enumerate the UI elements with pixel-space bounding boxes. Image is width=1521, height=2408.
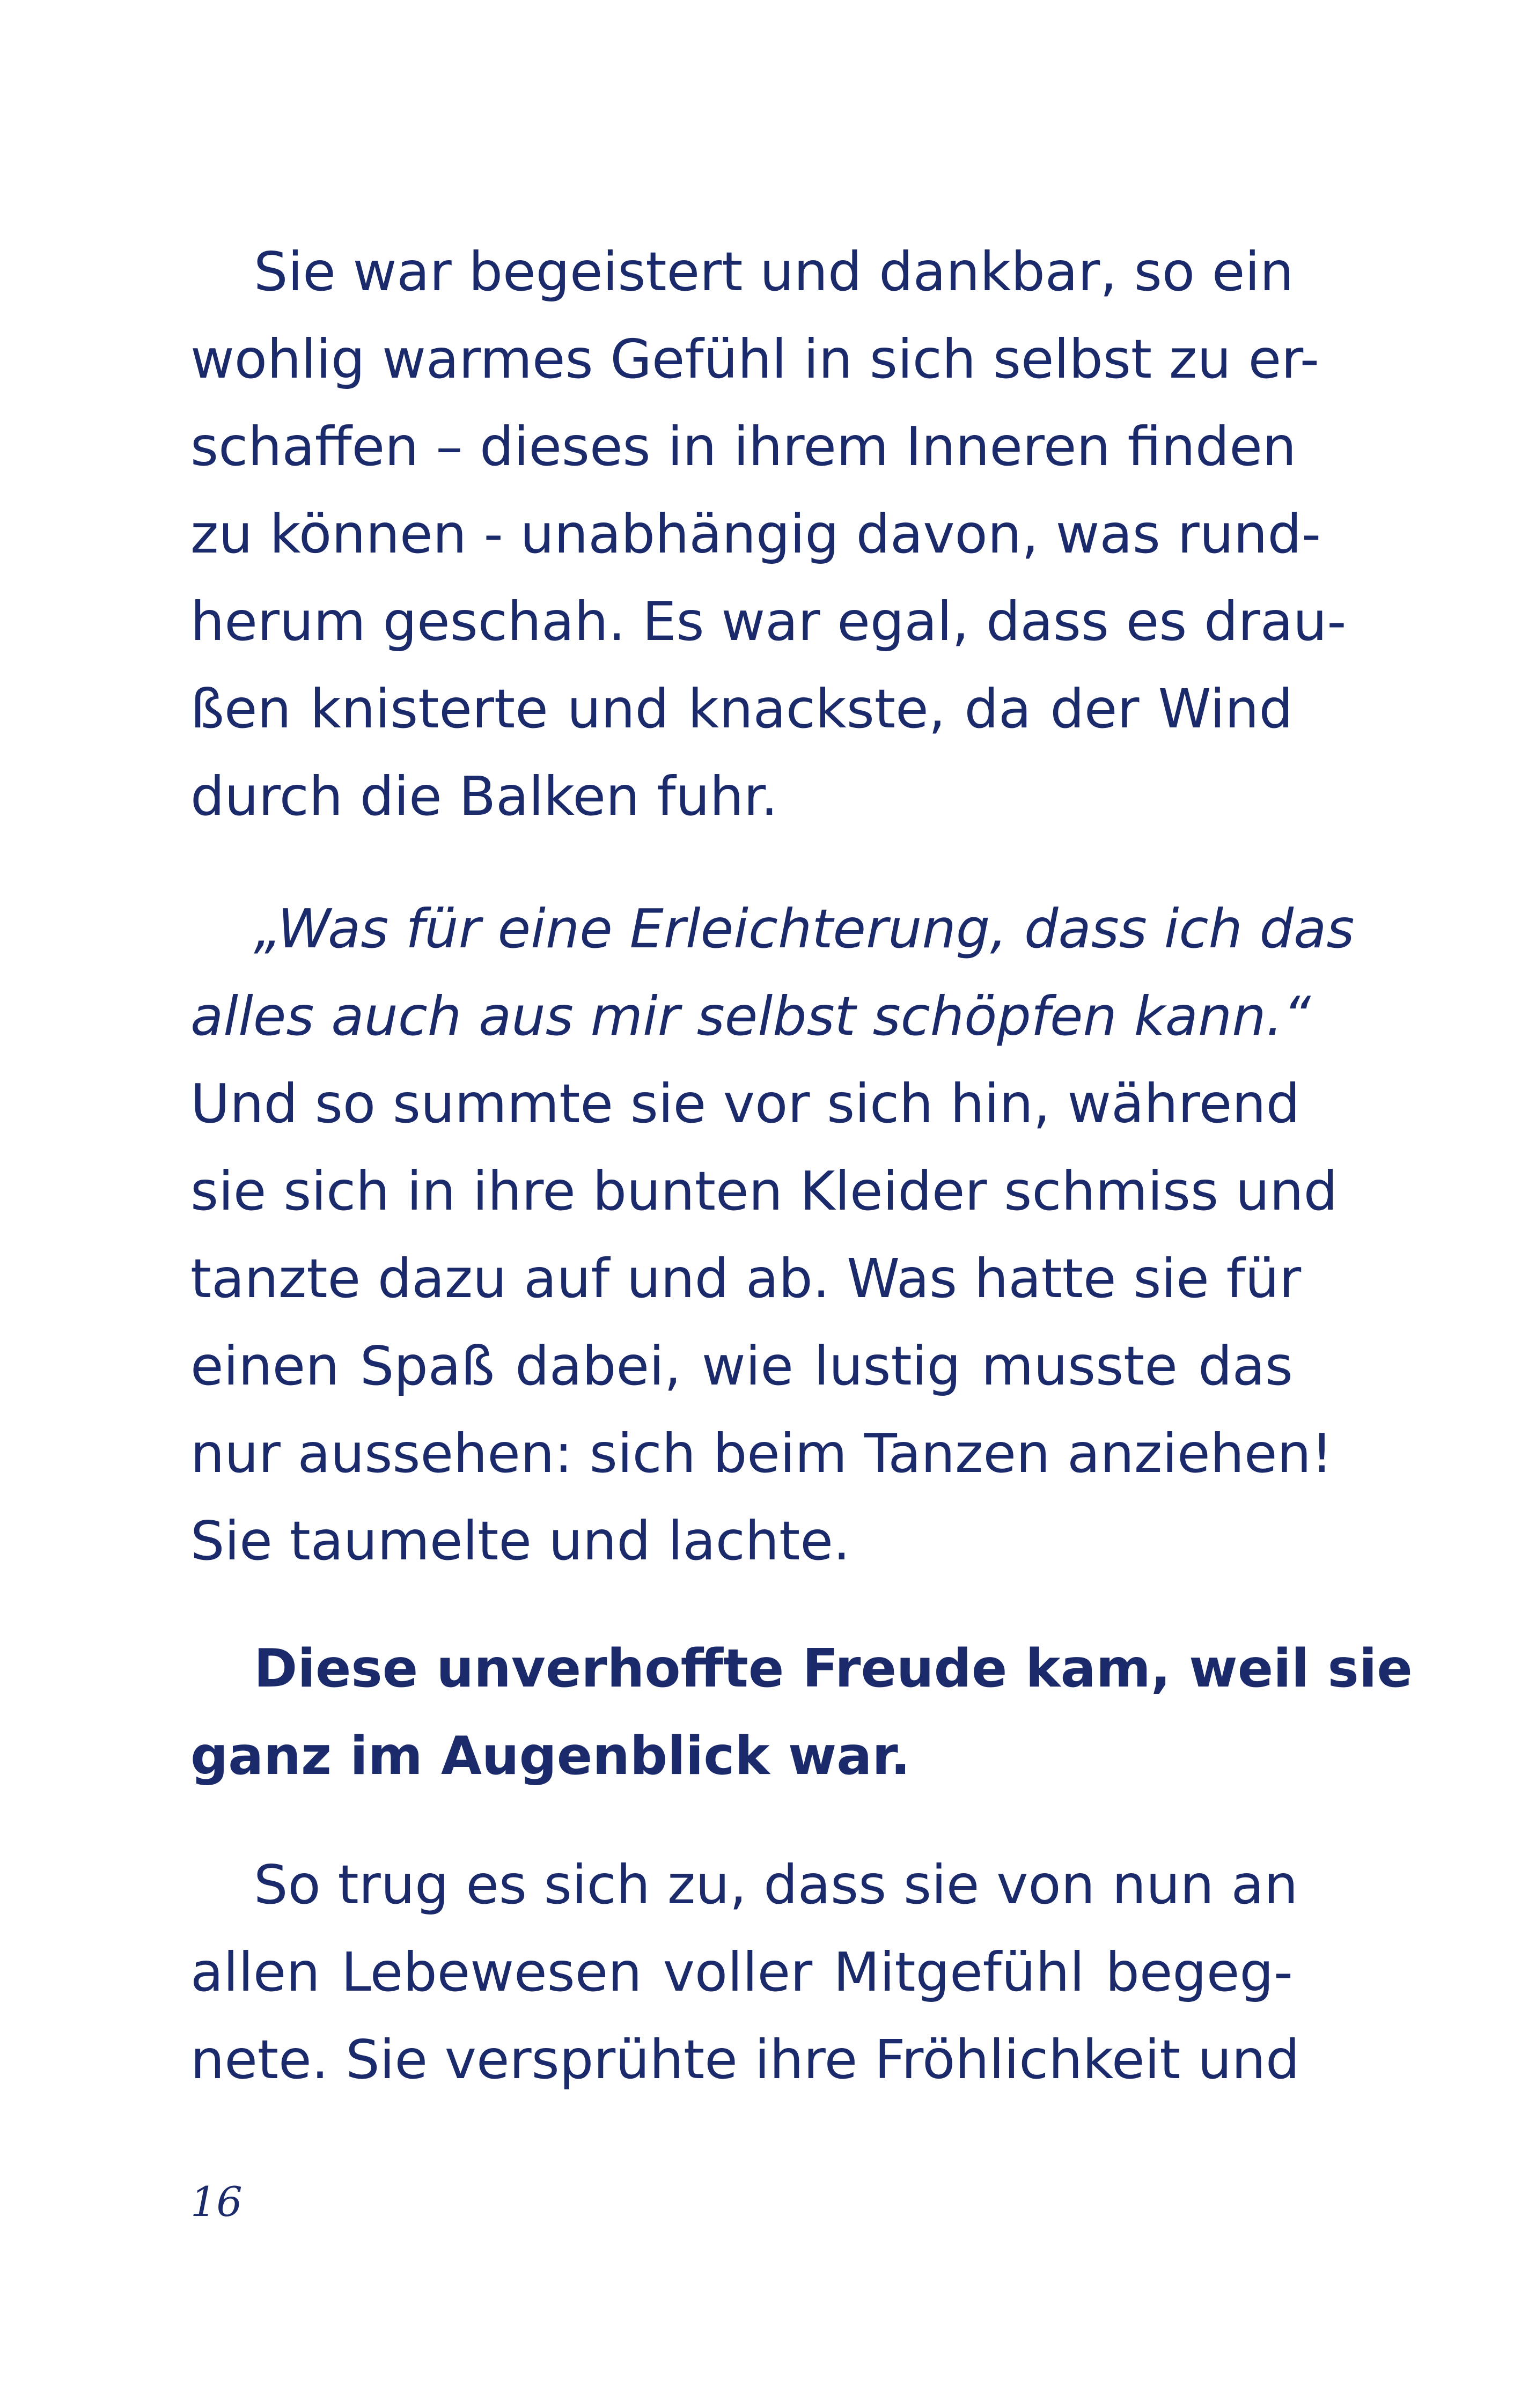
text-line: allen Lebewesen voller Mitgefühl begeg-: [190, 1941, 1293, 2004]
page-number: 16: [190, 2178, 243, 2226]
text-line: wohlig warmes Gefühl in sich selbst zu er-: [190, 328, 1319, 391]
quote-line: alles auch aus mir selbst schöpfen kann.“: [190, 985, 1311, 1048]
text-line: ßen knisterte und knackste, da der Wind: [190, 678, 1293, 740]
text-line: zu können - unabhängig davon, was rund-: [190, 503, 1321, 565]
text-line: Sie taumelte und lachte.: [190, 1509, 850, 1572]
text-line: Sie war begeistert und dankbar, so ein: [254, 240, 1294, 303]
text-line: durch die Balken fuhr.: [190, 765, 778, 828]
text-line: nur aussehen: sich beim Tanzen anziehen!: [190, 1422, 1333, 1485]
paragraph-1: [190, 228, 1347, 840]
quote: [190, 885, 1355, 1060]
bold-line: Diese unverhoffte Freude kam, weil sie: [254, 1638, 1413, 1699]
text-line: sie sich in ihre bunten Kleider schmiss und: [190, 1160, 1338, 1223]
text-line: tanzte dazu auf und ab. Was hatte sie für: [190, 1247, 1302, 1310]
text-line: einen Spaß dabei, wie lustig musste das: [190, 1335, 1293, 1397]
paragraph-3-emphasis: [190, 1625, 1413, 1800]
text-line: schaffen – dieses in ihrem Inneren finden: [190, 415, 1297, 478]
text-line: herum geschah. Es war egal, dass es drau-: [190, 590, 1347, 653]
quote-line: „Was für eine Erleichterung, dass ich das: [254, 897, 1355, 960]
text-line: nete. Sie versprühte ihre Fröhlichkeit und: [190, 2028, 1300, 2091]
bold-line: ganz im Augenblick war.: [190, 1726, 910, 1787]
paragraph-4: [190, 1841, 1300, 2103]
text-line: Und so summte sie vor sich hin, während: [190, 1072, 1300, 1135]
paragraph-2: [190, 885, 1355, 1585]
text-line: So trug es sich zu, dass sie von nun an: [254, 1853, 1298, 1916]
